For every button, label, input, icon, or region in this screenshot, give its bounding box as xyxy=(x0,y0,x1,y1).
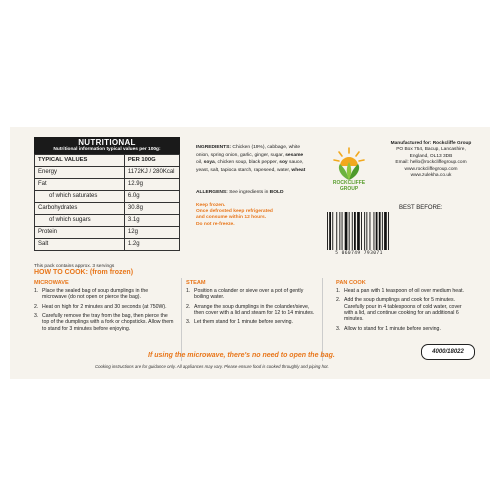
storage-line: and consume within 12 hours. xyxy=(196,215,267,221)
allergens-heading: ALLERGENS: xyxy=(196,190,228,195)
nutrition-subtitle: Nutritional information typical values per 100g: xyxy=(53,147,161,152)
nutrition-row-carbohydrates xyxy=(35,202,180,214)
nutrition-label: of which sugars xyxy=(35,214,125,226)
storage-line: Once defrosted keep refrigerated xyxy=(196,209,273,215)
barcode-bar xyxy=(370,212,371,250)
barcode-bar xyxy=(382,212,383,250)
allergen-ingredient: wheat xyxy=(291,167,306,173)
nutrition-row-fat xyxy=(35,178,180,190)
nutrition-value: 30.8g xyxy=(124,202,179,214)
step-text: Arrange the soup dumplings in the colander/sieve, then cover with a lid and steam for 12 to 14 minutes. xyxy=(194,303,315,317)
barcode-bar xyxy=(357,212,360,250)
step-item: 3. Carefully remove the tray from the bag, then pierce the top of the dumplings with a fork or chopsticks. Allow them to stand for 3 minutes before enjoying. xyxy=(34,312,174,332)
step-item: 2. Heat on high for 2 minutes and 30 seconds (at 750W). xyxy=(34,303,167,310)
nutrition-label: of which saturates xyxy=(35,190,125,202)
nutrition-row-energy xyxy=(35,166,180,178)
ingredient-part: sauce, yeast, salt, tapioca starch, rapeseed, water, xyxy=(196,160,304,173)
manufacturer-line: Email: hello@rockcliffegroup.com xyxy=(395,160,467,166)
step-text: Add the soup dumplings and cook for 5 minutes. Carefully pour in 4 tablespoons of cold water, cover with a lid, and continue cooking for an additional 6 minutes. xyxy=(344,297,462,323)
nutrition-label: Carbohydrates xyxy=(35,202,125,214)
step-item: 1. Heat a pan with 1 teaspoon of oil over medium heat. xyxy=(336,288,464,294)
best-before-label: BEST BEFORE: xyxy=(399,205,443,211)
nutrition-value: 6.0g xyxy=(124,190,179,202)
allergens-bold: BOLD xyxy=(269,190,284,195)
nutrition-row-salt xyxy=(35,238,180,250)
allergen-ingredient: soya xyxy=(203,160,215,166)
ingredients-text xyxy=(196,144,310,174)
ingredient-part: , chicken soup, black pepper, xyxy=(214,160,280,166)
logo-line: GROUP xyxy=(339,185,359,192)
allergens-text: See ingredients in xyxy=(227,190,270,195)
manufacturer-line: PO Box 754, Bacup, Lancashire, xyxy=(396,147,466,153)
barcode-bar xyxy=(374,212,375,250)
step-text: Heat a pan with 1 teaspoon of oil over medium heat. xyxy=(344,288,464,294)
barcode-bar xyxy=(339,212,340,250)
barcode-bar xyxy=(361,212,362,250)
step-item: 1. Place the sealed bag of soup dumplings in the microwave (do not open or pierce the bag). xyxy=(34,288,174,301)
step-item: 2. Add the soup dumplings and cook for 5 minutes. Carefully pour in 4 tablespoons of cold water, cover with a lid, and continue cooking for an additional 6 minutes. xyxy=(336,297,472,323)
step-text: Position a colander or sieve over a pot of gently boiling water. xyxy=(194,288,304,301)
step-item: 1. Position a colander or sieve over a pot of gently boiling water. xyxy=(186,288,316,301)
logo-wordmark xyxy=(322,181,376,192)
ingredients-heading: INGREDIENTS: xyxy=(196,145,232,150)
step-text: Heat on high for 2 minutes and 30 seconds (at 750W). xyxy=(42,303,167,310)
pan-cook-title: PAN COOK xyxy=(336,280,366,286)
nutrition-row-sugars xyxy=(35,214,180,226)
nutrition-label: Fat xyxy=(35,178,125,190)
nutrition-value: 1.2g xyxy=(124,238,179,250)
barcode-bar xyxy=(376,212,378,250)
nutrition-label: Protein xyxy=(35,226,125,238)
pack-servings-note: This pack contains approx. 3 servings xyxy=(34,264,115,269)
barcode-bar xyxy=(332,212,333,250)
nutrition-row-protein xyxy=(35,226,180,238)
microwave-steps xyxy=(34,288,174,335)
guidance-note: Cooking instructions are for guidance only. All appliances may vary. Please ensure food is cooked throughly and piping hot. xyxy=(95,364,329,369)
allergen-ingredient: sesame xyxy=(285,152,304,158)
barcode-bar xyxy=(379,212,381,250)
allergens-line xyxy=(196,190,310,195)
storage-line: Do not re-freeze. xyxy=(196,221,235,227)
product-code: 4000/18022 xyxy=(421,344,475,360)
barcode-bar xyxy=(345,212,348,250)
step-item: 3. Allow to stand for 1 minute before serving. xyxy=(336,325,441,332)
barcode-bar xyxy=(327,212,328,250)
nutrition-value: 3.1g xyxy=(124,214,179,226)
ingredient-part: Chicken (19%), cabbage, white onion, spring onion, garlic, ginger, sugar, xyxy=(196,145,301,158)
barcode-bar xyxy=(354,212,356,250)
manufacturer-info xyxy=(372,141,490,179)
ingredient-part: oil, xyxy=(196,160,204,166)
nutrition-column-headers xyxy=(35,155,180,167)
barcode-bar xyxy=(342,212,343,250)
manufacturer-line: www.zulekha.co.uk xyxy=(410,173,452,179)
barcode-number: 5 060749 793071 xyxy=(335,251,383,256)
nutrition-value: 12g xyxy=(124,226,179,238)
barcode-bar xyxy=(388,212,389,250)
nutrition-title: NUTRITIONAL xyxy=(78,138,136,147)
pan-cook-steps xyxy=(336,288,472,335)
barcode-bar xyxy=(336,212,337,250)
storage-line: Keep frozen. xyxy=(196,203,226,208)
steam-title: STEAM xyxy=(186,280,206,286)
barcode-bar xyxy=(384,212,387,250)
microwave-note: If using the microwave, there's no need to open the bag. xyxy=(148,352,335,359)
step-item: 2. Arrange the soup dumplings in the colander/sieve, then cover with a lid and steam for 12 to 14 minutes. xyxy=(186,303,315,317)
how-to-cook-title: HOW TO COOK: (from frozen) xyxy=(34,269,134,276)
barcode-bar xyxy=(329,212,331,250)
step-text: Let them stand for 1 minute before serving. xyxy=(194,319,293,326)
col-per-100g: PER 100G xyxy=(124,155,179,167)
barcode-bar xyxy=(364,212,365,250)
manufacturer-line: England, OL13 3DB xyxy=(409,153,453,159)
microwave-title: MICROWAVE xyxy=(34,280,69,286)
step-text: Place the sealed bag of soup dumplings in the microwave (do not open or pierce the bag). xyxy=(42,288,149,301)
step-item: 3. Let them stand for 1 minute before serving. xyxy=(186,319,293,326)
barcode-bar xyxy=(349,212,350,250)
divider xyxy=(181,278,182,361)
manufacturer-heading: Manufactured for: Rockcliffe Group xyxy=(390,141,472,146)
barcode-bar xyxy=(366,212,367,250)
manufacturer-line: www.rockcliffegroup.com xyxy=(404,166,458,172)
nutrition-label: Salt xyxy=(35,238,125,250)
nutrition-value: 12.9g xyxy=(124,178,179,190)
nutrition-label: Energy xyxy=(35,166,125,178)
divider xyxy=(322,278,323,361)
col-typical-values: TYPICAL VALUES xyxy=(35,155,125,167)
step-text: Carefully remove the tray from the bag, then pierce the top of the dumplings with a fork or chopsticks. Allow them to stand for 3 minutes before enjoying. xyxy=(42,312,174,332)
logo-line: ROCKCLIFFE xyxy=(332,180,366,186)
nutrition-value: 1172KJ / 280Kcal xyxy=(124,166,179,178)
step-text: Allow to stand for 1 minute before serving. xyxy=(344,325,441,332)
storage-instructions xyxy=(196,203,310,228)
steam-steps xyxy=(186,288,316,328)
barcode-bar xyxy=(352,212,353,250)
allergen-ingredient: soy xyxy=(279,160,288,166)
nutrition-header xyxy=(34,137,180,154)
nutrition-table xyxy=(34,137,180,251)
nutrition-row-saturates xyxy=(35,190,180,202)
